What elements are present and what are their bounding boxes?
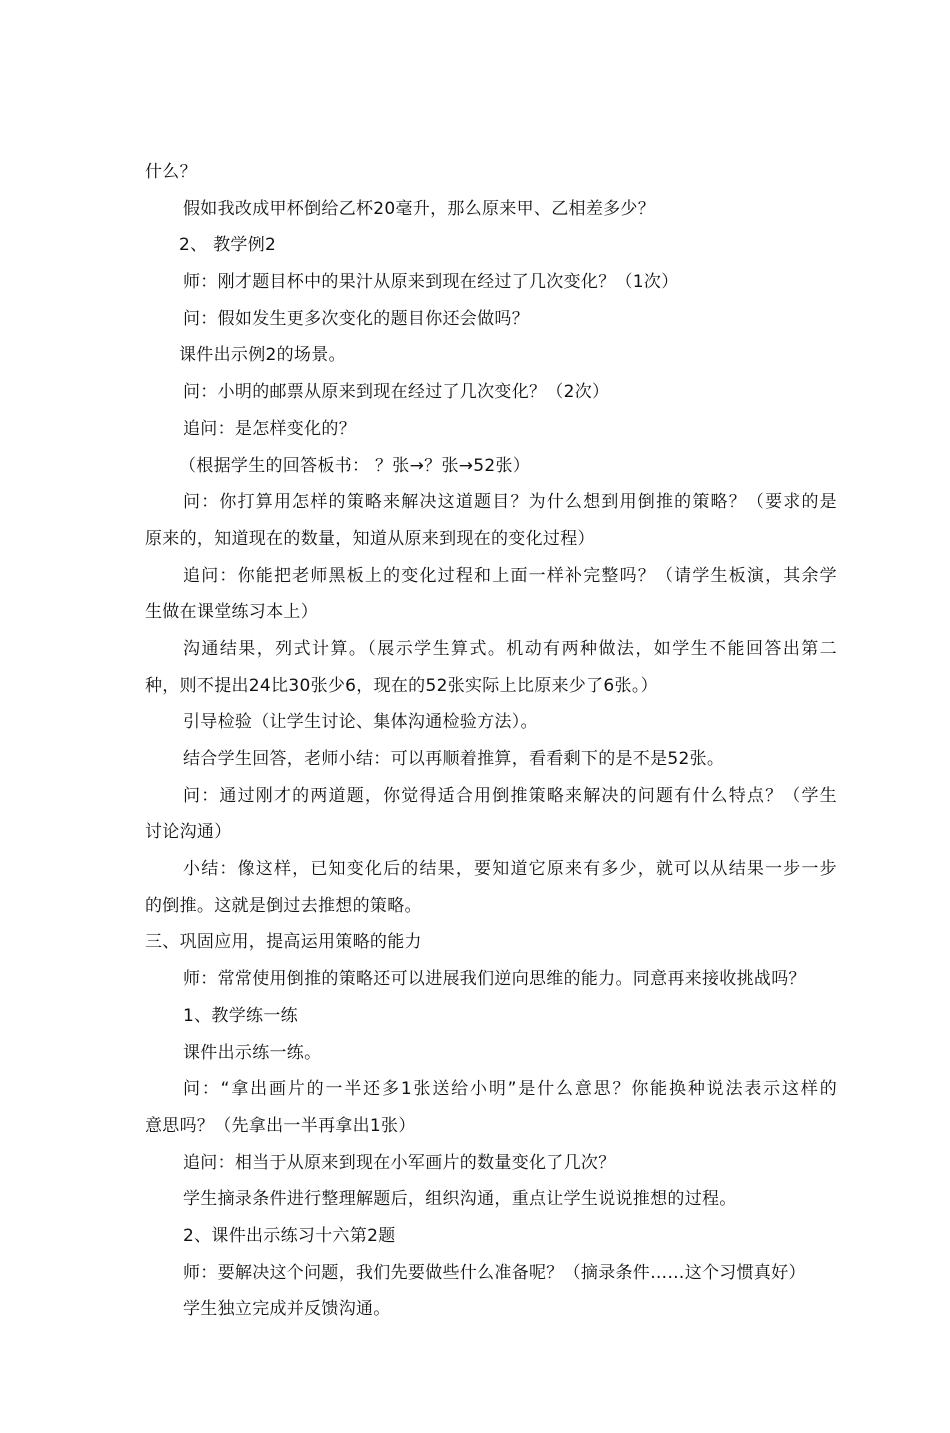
text-line: 追问：是怎样变化的？ <box>183 418 356 439</box>
text-line: （根据学生的回答板书： ？张→？张→52张） <box>179 455 531 476</box>
text-line: 追问：你能把老师黑板上的变化过程和上面一样补完整吗？（请学生板演，其余学 <box>183 565 837 586</box>
text-line: 师：刚才题目杯中的果汁从原来到现在经过了几次变化？（1次） <box>183 272 679 293</box>
section-heading: 1、教学练一练 <box>183 1005 298 1026</box>
text-line: 什么？ <box>145 162 197 182</box>
text-line: 沟通结果，列式计算。（展示学生算式。机动有两种做法，如学生不能回答出第二 <box>183 638 837 659</box>
text-line: 学生独立完成并反馈沟通。 <box>183 1299 391 1320</box>
text-line: 问：假如发生更多次变化的题目你还会做吗？ <box>183 308 529 329</box>
text-line: 课件出示练一练。 <box>183 1042 322 1063</box>
section-heading: 2、课件出示练习十六第2题 <box>183 1225 396 1246</box>
text-line: 问：“拿出画片的一半还多1张送给小明”是什么意思？你能换种说法表示这样的 <box>183 1079 837 1100</box>
section-heading: 三、巩固应用，提高运用策略的能力 <box>145 932 422 953</box>
text-line: 问：小明的邮票从原来到现在经过了几次变化？（2次） <box>183 382 610 403</box>
text-line: 种，则不提出24比30张少6，现在的52张实际上比原来少了6张。） <box>145 675 658 696</box>
text-line: 生做在课堂练习本上） <box>145 602 318 623</box>
text-line: 假如我改成甲杯倒给乙杯20毫升，那么原来甲、乙相差多少？ <box>183 198 656 219</box>
text-line: 师：要解决这个问题，我们先要做些什么准备呢？（摘录条件……这个习惯真好） <box>183 1262 806 1283</box>
text-line: 的倒推。这就是倒过去推想的策略。 <box>145 895 422 916</box>
text-line: 问：通过刚才的两道题，你觉得适合用倒推策略来解决的问题有什么特点？（学生 <box>183 785 837 806</box>
text-line: 原来的，知道现在的数量，知道从原来到现在的变化过程） <box>145 528 595 549</box>
text-line: 学生摘录条件进行整理解题后，组织沟通，重点让学生说说推想的过程。 <box>183 1189 737 1210</box>
text-line: 讨论沟通） <box>145 822 232 843</box>
text-line: 问：你打算用怎样的策略来解决这道题目？为什么想到用倒推的策略？（要求的是 <box>183 492 837 513</box>
text-line: 引导检验（让学生讨论、集体沟通检验方法）。 <box>183 712 538 733</box>
text-line: 小结：像这样，已知变化后的结果，要知道它原来有多少，就可以从结果一步一步 <box>183 859 837 880</box>
text-line: 师：常常使用倒推的策略还可以进展我们逆向思维的能力。同意再来接收挑战吗？ <box>183 969 806 990</box>
text-line: 追问：相当于从原来到现在小军画片的数量变化了几次？ <box>183 1152 616 1173</box>
text-line: 意思吗？（先拿出一半再拿出1张） <box>145 1115 416 1136</box>
text-line: 课件出示例2的场景。 <box>179 345 346 366</box>
text-line: 结合学生回答，老师小结：可以再顺着推算，看看剩下的是不是52张。 <box>183 749 725 769</box>
document-body <box>145 154 837 1328</box>
section-heading: 2、 教学例2 <box>179 235 277 256</box>
